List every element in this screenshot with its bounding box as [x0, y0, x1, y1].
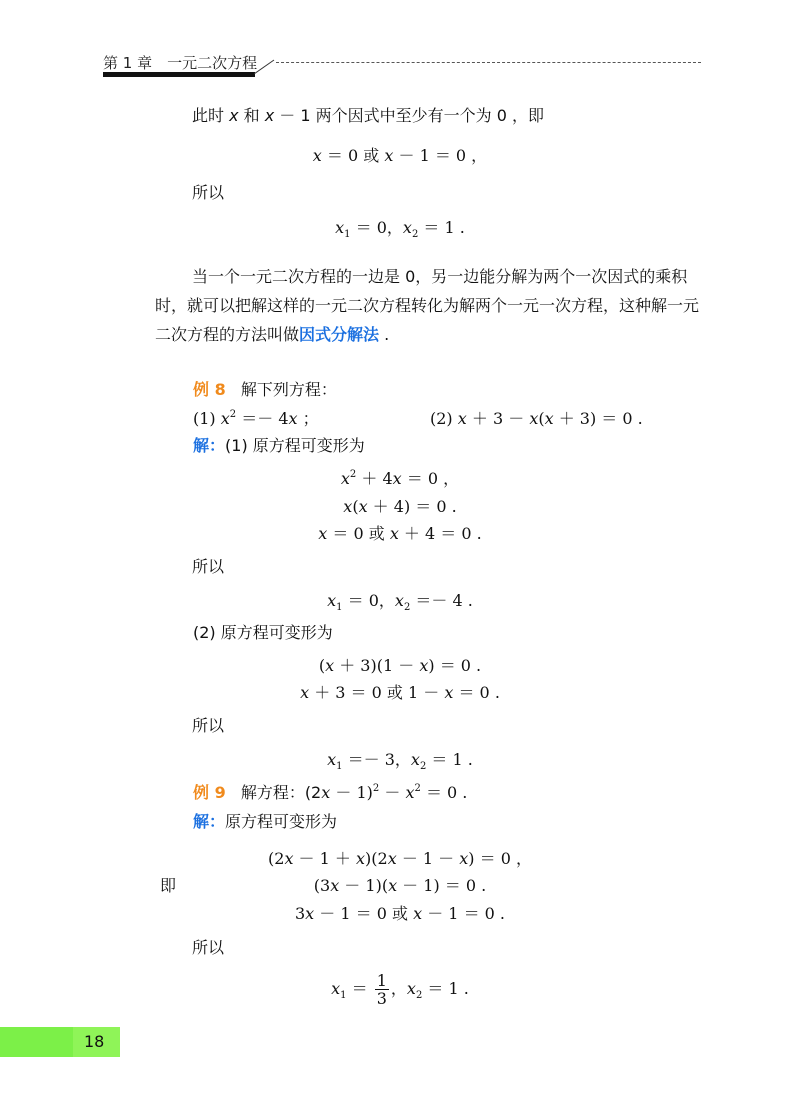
solution-8-step-3: x ＝ 0 或 x ＋ 4 ＝ 0 .	[318, 524, 482, 543]
solution-9-step-3: 3x － 1 ＝ 0 或 x － 1 ＝ 0 .	[294, 904, 506, 923]
equation-either-factor: x ＝ 0 或 x － 1 ＝ 0 ，	[312, 146, 488, 165]
header-underline	[103, 72, 255, 77]
solution-8-label: 解：	[193, 436, 226, 455]
solution-8-part-2-intro: (2) 原方程可变形为	[193, 623, 333, 642]
example-8-problem-2: (2) x ＋ 3 － x(x ＋ 3) ＝ 0 .	[430, 409, 643, 428]
solution-8-roots-1: $x_1 = 0$，$x_2 =- 4$ .	[327, 591, 473, 613]
solution-9-intro: 解：原方程可变形为	[193, 812, 338, 831]
solution-9-label: 解：	[193, 812, 226, 831]
that-is-label: 即	[160, 876, 177, 895]
solution-9-roots: $x_1$ ＝ $\frac{1}{3}$ ，$x_2 = 1$ .	[331, 971, 469, 1008]
so-label: 所以	[192, 716, 225, 735]
page-number: 18	[84, 1032, 105, 1051]
solution-8-part-2-step-2: x ＋ 3 ＝ 0 或 1 － x ＝ 0 .	[300, 683, 500, 702]
solution-9-step-1: (2x － 1 ＋ x)(2x － 1 － x) ＝ 0 ，	[268, 849, 532, 868]
chapter-header: 第 1 章 一元二次方程	[103, 54, 258, 72]
fraction-one-third: $\frac{1}{3}$	[376, 971, 387, 1008]
intro-line: 此时 x 和 x － 1 两个因式中至少有一个为 0 ，即	[192, 106, 545, 125]
example-9-heading: 例 9 解方程：$(2x - 1)^2 - x^2 = 0$ .	[193, 783, 468, 802]
example-8-problem-1: (1) $x^2 =- 4x$ ；	[193, 409, 319, 428]
solution-8-intro: 解：(1) 原方程可变形为	[193, 436, 365, 455]
solution-8-step-2: x(x ＋ 4) ＝ 0 .	[343, 497, 457, 516]
solution-8-roots-2: $x_1 =- 3$，$x_2 = 1$ .	[327, 750, 473, 772]
definition-paragraph: 当一个一元二次方程的一边是 0，另一边能分解为两个一次因式的乘积时，就可以把解这样的一元二次方程转化为解两个一元一次方程，这种解一元二次方程的方法叫做因式分解法 .	[155, 267, 700, 344]
example-8-heading: 例 8 解下列方程：	[193, 380, 337, 399]
solution-8-step-1: $x^2 + 4x = 0$ ，	[340, 469, 460, 488]
example-9-label: 例 9	[193, 783, 226, 802]
so-label: 所以	[192, 938, 225, 957]
roots-equation: $x_1 = 0$，$x_2 = 1$ .	[335, 218, 465, 240]
example-8-label: 例 8	[193, 380, 226, 399]
solution-9-step-2: (3x － 1)(x － 1) ＝ 0 .	[313, 876, 487, 895]
so-label: 所以	[192, 557, 225, 576]
header-divider	[276, 62, 701, 63]
solution-8-part-2-step-1: (x ＋ 3)(1 － x) ＝ 0 .	[318, 656, 482, 675]
key-term-factoring-method: 因式分解法	[299, 325, 380, 344]
so-label: 所以	[192, 183, 225, 202]
header-slash-decoration	[250, 56, 280, 76]
